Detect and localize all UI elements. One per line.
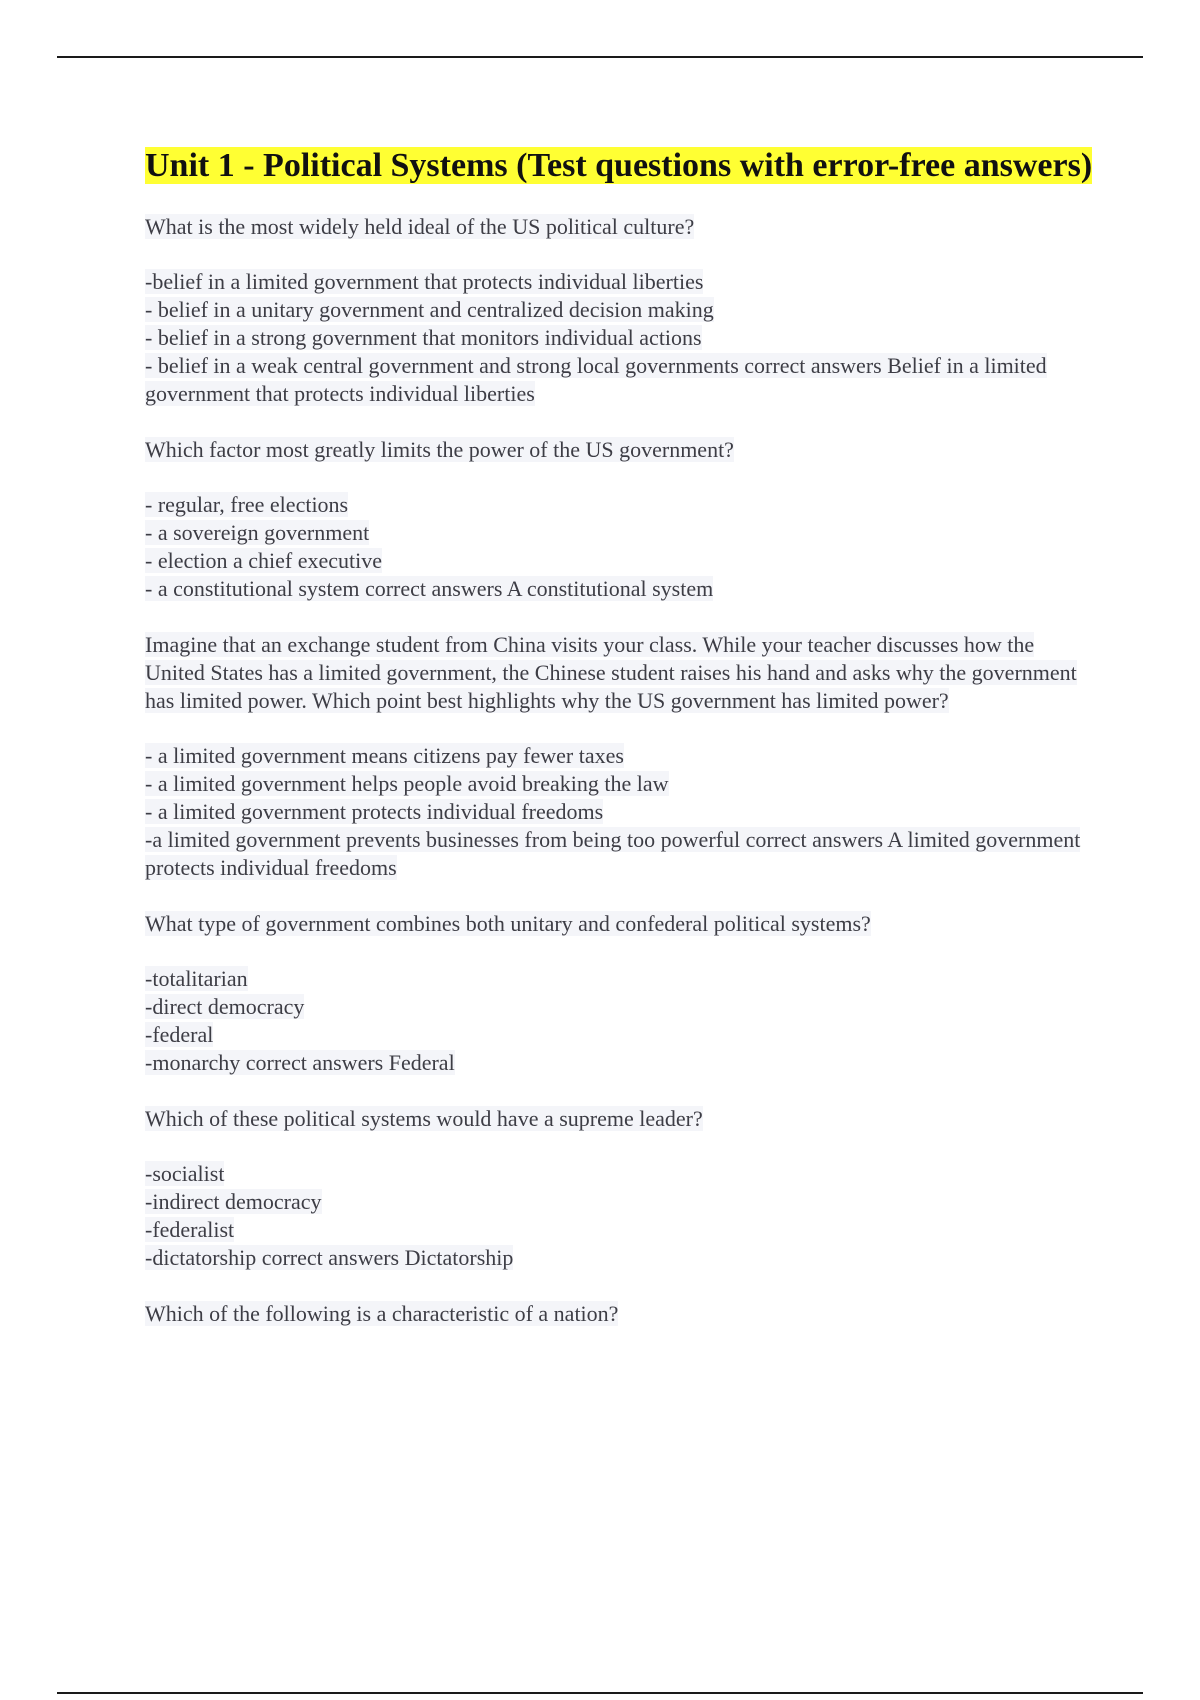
option-item: -socialist: [145, 1161, 225, 1186]
question-text: Imagine that an exchange student from China visits your class. While your teacher discusses how the United States has a limited government, the Chinese student raises his hand and asks why the government has limited power. Which point best highlights why the US government has limited power?: [145, 632, 1077, 713]
option-item: -federal: [145, 1022, 214, 1047]
question-block: [145, 910, 1095, 1077]
option-item: - a limited government means citizens pay fewer taxes: [145, 743, 624, 768]
option-item-with-answer: - belief in a weak central government and strong local governments correct answers Belief in a limited government that protects individual liberties: [145, 353, 1047, 406]
document-body: [145, 145, 1095, 1328]
option-item: - a limited government protects individual freedoms: [145, 799, 604, 824]
options-list: [145, 268, 1095, 408]
options-list: [145, 491, 1095, 603]
option-item: - regular, free elections: [145, 492, 349, 517]
option-item-with-answer: -dictatorship correct answers Dictatorship: [145, 1245, 514, 1270]
options-list: [145, 1160, 1095, 1272]
options-list: [145, 742, 1095, 882]
question-text: Which factor most greatly limits the power of the US government?: [145, 437, 734, 462]
options-list: [145, 965, 1095, 1077]
question-block: [145, 1300, 1095, 1328]
option-item: -indirect democracy: [145, 1189, 322, 1214]
option-item: - a sovereign government: [145, 520, 370, 545]
question-block: [145, 631, 1095, 882]
option-item: - election a chief executive: [145, 548, 382, 573]
question-text: Which of these political systems would have a supreme leader?: [145, 1106, 703, 1131]
top-rule: [57, 56, 1143, 58]
option-item: - belief in a strong government that monitors individual actions: [145, 325, 702, 350]
question-text: What is the most widely held ideal of the US political culture?: [145, 214, 695, 239]
question-block: [145, 436, 1095, 603]
question-text: Which of the following is a characteristic of a nation?: [145, 1301, 619, 1326]
option-item: -federalist: [145, 1217, 235, 1242]
question-block: [145, 213, 1095, 408]
option-item: - a limited government helps people avoid breaking the law: [145, 771, 669, 796]
option-item: - belief in a unitary government and centralized decision making: [145, 297, 714, 322]
option-item-with-answer: -a limited government prevents businesses from being too powerful correct answers A limited government protects individual freedoms: [145, 827, 1081, 880]
question-text: What type of government combines both unitary and confederal political systems?: [145, 911, 871, 936]
option-item: -belief in a limited government that protects individual liberties: [145, 269, 704, 294]
option-item-with-answer: -monarchy correct answers Federal: [145, 1050, 455, 1075]
bottom-rule: [57, 1692, 1143, 1694]
question-block: [145, 1105, 1095, 1272]
document-title-text: Unit 1 - Political Systems (Test questions with error-free answers): [145, 147, 1093, 184]
option-item: -totalitarian: [145, 966, 248, 991]
document-title: [145, 145, 1095, 187]
option-item-with-answer: - a constitutional system correct answers A constitutional system: [145, 576, 714, 601]
option-item: -direct democracy: [145, 994, 305, 1019]
